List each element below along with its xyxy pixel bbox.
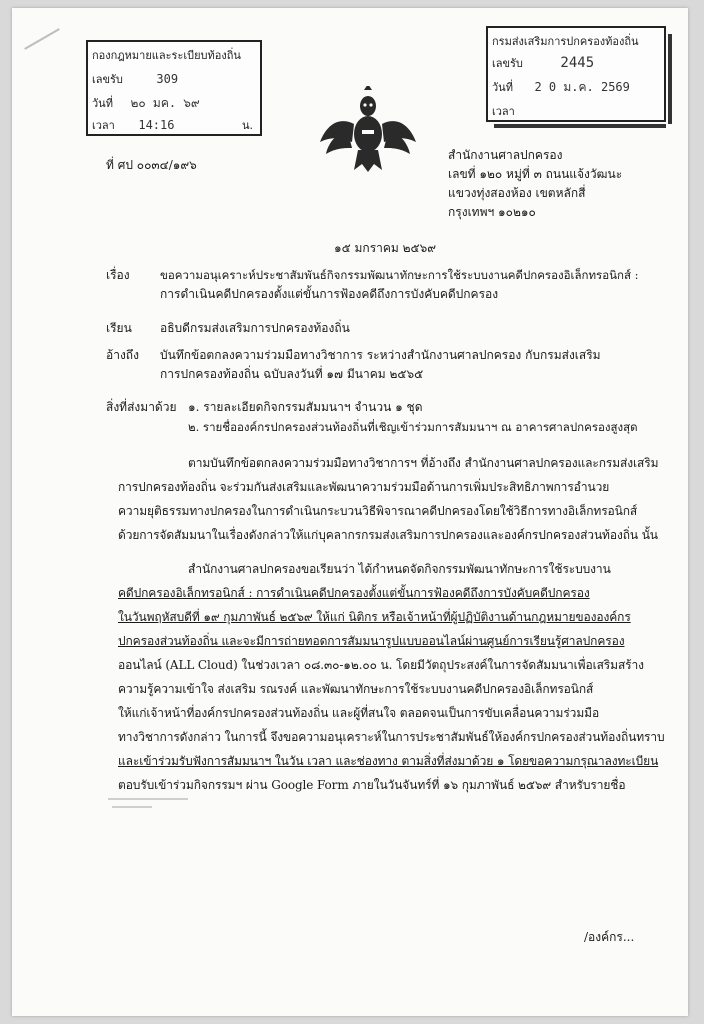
paragraph2-line-2: คดีปกครองอิเล็กทรอนิกส์ : การดำเนินคดีปกครองตั้งแต่ขั้นการฟ้องคดีถึงการบังคับคดีปกครอง [118,586,590,600]
stamp-right-date-label: วันที่ [492,81,513,94]
stamp-right-date-value: 2 0 ม.ค. 2569 [534,80,630,94]
paragraph2-line-10: ตอบรับเข้าร่วมกิจกรรมฯ ผ่าน Google Form ภายในวันจันทร์ที่ ๑๖ กุมภาพันธ์ ๒๕๖๙ สำหรับรายชื่อ [118,778,626,792]
stamp-right-office: กรมส่งเสริมการปกครองท้องถิ่น [492,35,639,48]
subject-label: เรื่อง [106,268,130,282]
subject-line-2: การดำเนินคดีปกครองตั้งแต่ขั้นการฟ้องคดีถึงการบังคับคดีปกครอง [160,287,499,301]
page-continuation: /องค์กร... [584,930,635,944]
stamp-left-time-row [92,116,252,134]
document-date: ๑๕ มกราคม ๒๕๖๙ [334,241,437,255]
paragraph1-line-3: ความยุติธรรมทางปกครองในการดำเนินกระบวนวิธีพิจารณาคดีปกครองโดยใช้วิธีการทางอิเล็กทรอนิกส์ [118,504,638,518]
subject-line-1: ขอความอนุเคราะห์ประชาสัมพันธ์กิจกรรมพัฒนาทักษะการใช้ระบบงานคดีปกครองอิเล็กทรอนิกส์ : [160,268,639,282]
stamp-right-time-label: เวลา [492,105,515,118]
stamp-right-number-row [492,54,594,72]
stamp-left-number-label: เลขรับ [92,73,123,86]
stamp-left-time-value: 14:16 [138,118,175,132]
paragraph1-line-2: การปกครองท้องถิ่น จะร่วมกันส่งเสริมและพัฒนาความร่วมมือด้านการเพิ่มประสิทธิภาพการอำนวย [118,480,610,494]
to-label: เรียน [106,321,132,335]
stamp-left-office: กองกฎหมายและระเบียบท้องถิ่น [92,49,241,62]
receipt-stamp-right [486,26,666,122]
stamp-left-time-label: เวลา [92,119,115,132]
paragraph1-line-4: ด้วยการจัดสัมมนาในเรื่องดังกล่าวให้แก่บุคลากรกรมส่งเสริมการปกครองและองค์กรปกครองส่วนท้องถิ่น นั้น [118,528,658,542]
stamp-left-date-label: วันที่ [92,97,113,110]
paragraph2-line-8: ทางวิชาการดังกล่าว ในการนี้ จึงขอความอนุเคราะห์ในการประชาสัมพันธ์ให้องค์กรปกครองส่วนท้องถิ่นทราบ [118,730,665,744]
paragraph2-line-4: ปกครองส่วนท้องถิ่น และจะมีการถ่ายทอดการสัมมนารูปแบบออนไลน์ผ่านศูนย์การเรียนรู้ศาลปกครอง [118,634,625,648]
paragraph2-line-7: ให้แก่เจ้าหน้าที่องค์กรปกครองส่วนท้องถิ่น และผู้ที่สนใจ ตลอดจนเป็นการขับเคลื่อนความร่วมมือ [118,706,600,720]
paragraph2-line-1: สำนักงานศาลปกครองขอเรียนว่า ได้กำหนดจัดกิจกรรมพัฒนาทักษะการใช้ระบบงาน [188,562,611,576]
stamp-left-date-row [92,94,200,113]
reference-line-1: บันทึกข้อตกลงความร่วมมือทางวิชาการ ระหว่างสำนักงานศาลปกครอง กับกรมส่งเสริม [160,348,601,362]
stamp-left-time-suffix: น. [242,119,254,132]
paragraph2-line-5: ออนไลน์ (ALL Cloud) ในช่วงเวลา ๐๘.๓๐-๑๒.๐๐ น. โดยมีวัตถุประสงค์ในการจัดสัมมนาเพื่อเสริมสร้าง [118,658,644,672]
receipt-stamp-left [86,40,262,136]
to-value: อธิบดีกรมส่งเสริมการปกครองท้องถิ่น [160,321,350,335]
enclosure-item-1: ๑. รายละเอียดกิจกรรมสัมมนาฯ จำนวน ๑ ชุด [188,400,423,414]
stamp-right-number-value: 2445 [560,55,595,71]
paragraph1-line-1: ตามบันทึกข้อตกลงความร่วมมือทางวิชาการฯ ที่อ้างถึง สำนักงานศาลปกครองและกรมส่งเสริม [188,456,659,470]
document-number: ที่ ศป ๐๐๓๔/๑๙๖ [106,158,197,172]
garuda-emblem-icon [318,86,418,174]
sender-address-line-1: สำนักงานศาลปกครอง [448,148,563,162]
paragraph2-line-3: ในวันพฤหัสบดีที่ ๑๙ กุมภาพันธ์ ๒๕๖๙ ให้แก่ นิติกร หรือเจ้าหน้าที่ผู้ปฏิบัติงานด้านกฎหมายขององค์กร [118,610,631,624]
sender-address-line-3: แขวงทุ่งสองห้อง เขตหลักสี่ [448,186,586,200]
sender-address-line-2: เลขที่ ๑๒๐ หมู่ที่ ๓ ถนนแจ้งวัฒนะ [448,167,623,181]
reference-label: อ้างถึง [106,348,139,362]
paragraph2-line-6: ความรู้ความเข้าใจ ส่งเสริม รณรงค์ และพัฒนาทักษะการใช้ระบบงานคดีปกครองอิเล็กทรอนิกส์ [118,682,594,696]
stamp-left-date-value: ๒๐ มค. ๖๙ [130,96,200,110]
stamp-left-number-row [92,70,178,88]
stamp-right-number-label: เลขรับ [492,57,523,70]
enclosure-label: สิ่งที่ส่งมาด้วย [106,400,177,414]
enclosure-item-2: ๒. รายชื่อองค์กรปกครองส่วนท้องถิ่นที่เชิญเข้าร่วมการสัมมนาฯ ณ อาคารศาลปกครองสูงสุด [188,420,638,434]
stamp-right-date-row [492,78,630,97]
paragraph2-line-9: และเข้าร่วมรับฟังการสัมมนาฯ ในวัน เวลา และช่องทาง ตามสิ่งที่ส่งมาด้วย ๑ โดยขอความกรุณาลงทะเบียน [118,754,659,768]
stamp-right-time-row [492,102,515,120]
reference-line-2: การปกครองท้องถิ่น ฉบับลงวันที่ ๑๗ มีนาคม ๒๕๖๕ [160,367,424,381]
document-page [12,8,688,1016]
sender-address-line-4: กรุงเทพฯ ๑๐๒๑๐ [448,205,536,219]
stamp-left-number-value: 309 [156,72,179,86]
